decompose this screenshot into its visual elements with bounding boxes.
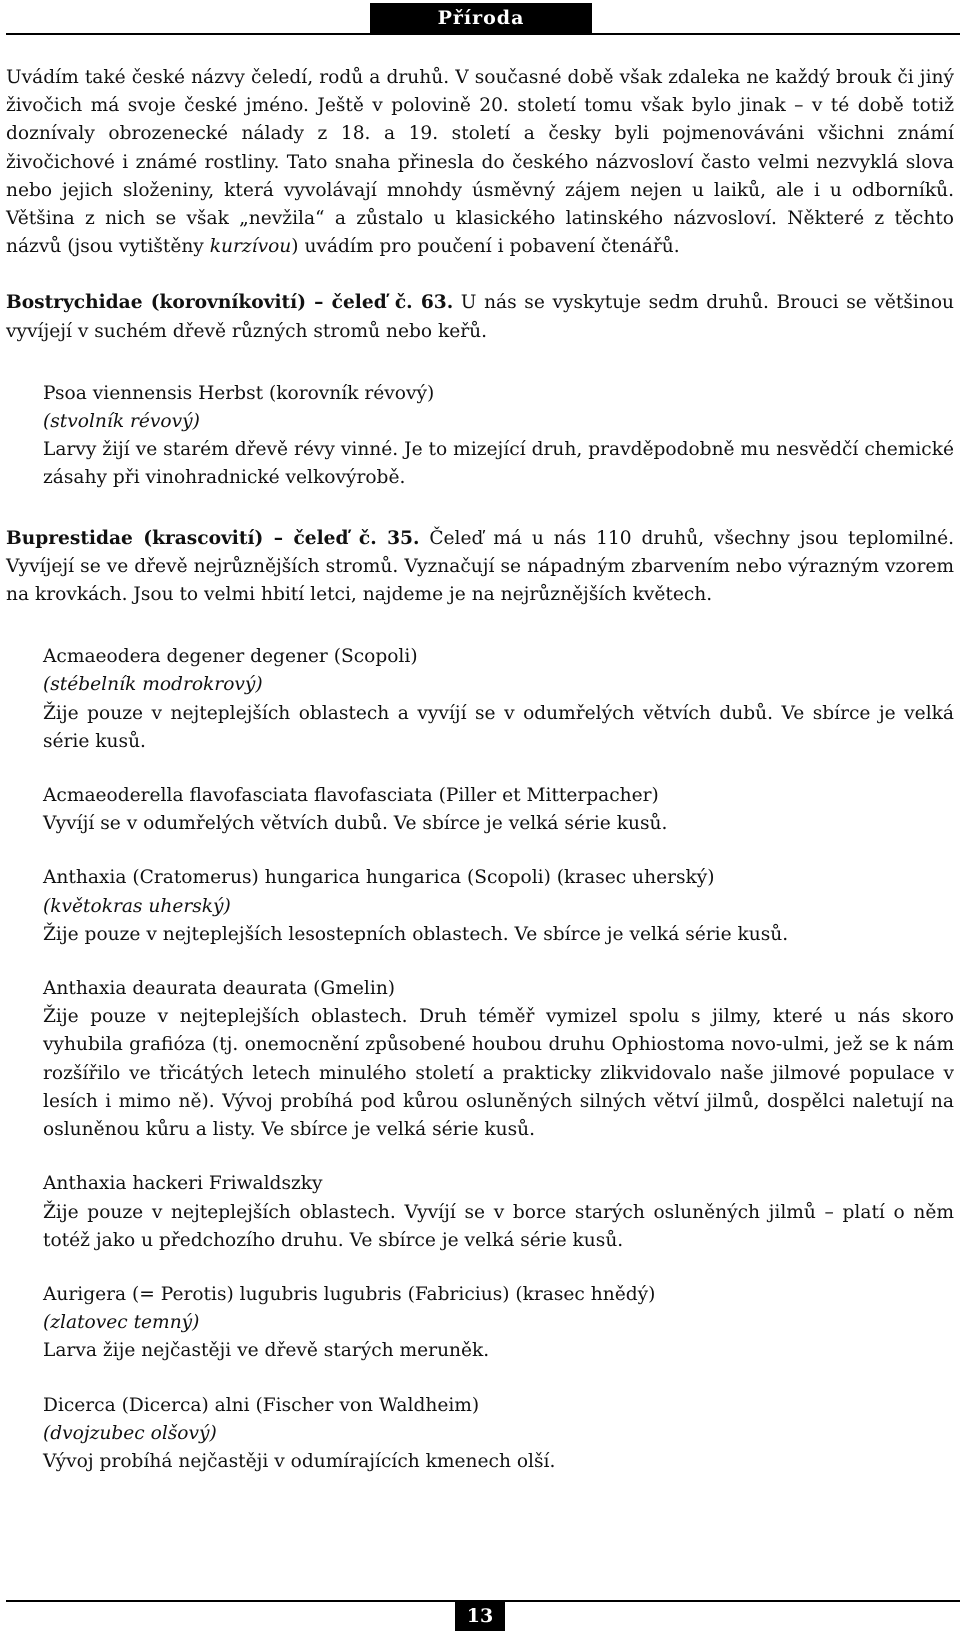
species-entry: [43, 782, 954, 838]
species-entry: [43, 975, 954, 1144]
header-rule: [6, 33, 960, 35]
species-czech-name: (stébelník modrokrový): [43, 674, 263, 696]
intro-text-end: ) uvádím pro poučení i pobavení čtenářů.: [291, 236, 680, 258]
section-title: Příroda: [370, 3, 592, 34]
species-czech-name: (květokras uherský): [43, 895, 231, 917]
species-note: Larvy žijí ve starém dřevě révy vinné. Je to mizející druh, pravděpodobně mu nesvědčí chemické zásahy při vinohradnické velkovýrobě.: [43, 439, 954, 489]
intro-text: Uvádím také české názvy čeledí, rodů a druhů. V současné době však zdaleka ne každý brouk či jiný živočich má svoje české jméno. Ještě v polovině 20. století tomu však bylo jinak – v té době totiž doznívaly obrozenecké nálady z 18. a 19. století a česky byli pojmenováváni všichni známí živočichové i známé rostliny. Tato snaha přinesla do českého názvosloví často velmi nezvyklá slova nebo jejich složeniny, která vyvolávají mnohdy úsměvný zájem nejen u laiků, ale i u odborníků. Většina z nich se však „nevžila“ a zůstalo u klasického latinského názvosloví. Některé z těchto názvů (jsou vytištěny: [6, 67, 954, 258]
species-latin-name: Anthaxia deaurata deaurata (Gmelin): [43, 978, 396, 1000]
species-entry: [43, 380, 954, 493]
intro-italic-word: kurzívou: [209, 236, 292, 258]
family-heading: Bostrychidae (korovníkovití) – čeleď č. 63.: [6, 292, 454, 314]
species-latin-name: Aurigera (= Perotis) lugubris lugubris (Fabricius) (krasec hnědý): [43, 1283, 656, 1305]
species-latin-name: Anthaxia hackeri Friwaldszky: [43, 1173, 323, 1195]
species-entry: [43, 1170, 954, 1255]
page-content: [6, 64, 954, 1476]
family-description: U nás se vyskytuje sedm druhů. Brouci se většinou vyvíjejí v suchém dřevě různých stromů nebo keřů.: [6, 292, 954, 342]
species-note: Žije pouze v nejteplejších lesostepních oblastech. Ve sbírce je velká série kusů.: [43, 923, 789, 945]
species-note: Žije pouze v nejteplejších oblastech a vyvíjí se v odumřelých větvích dubů. Ve sbírce je velká série kusů.: [43, 702, 954, 752]
species-czech-name: (zlatovec temný): [43, 1312, 200, 1334]
family-description: Čeleď má u nás 110 druhů, všechny jsou teplomilné. Vyvíjejí se ve dřevě nejrůznějších stromů. Vyznačují se nápadným zbarvením nebo výrazným vzorem na krovkách. Jsou to velmi hbití letci, najdeme je na nejrůznějších květech.: [6, 527, 954, 606]
species-note: Vyvíjí se v odumřelých větvích dubů. Ve sbírce je velká série kusů.: [43, 813, 668, 835]
intro-paragraph: [6, 64, 954, 261]
species-latin-name: Acmaeoderella flavofasciata flavofasciata (Piller et Mitterpacher): [43, 785, 659, 807]
family-paragraph-bostrychidae: [6, 289, 954, 345]
species-note: Žije pouze v nejteplejších oblastech. Vyvíjí se v borce starých osluněných jilmů – platí o něm totéž jako u předchozího druhu. Ve sbírce je velká série kusů.: [43, 1201, 954, 1251]
species-entry: [43, 1281, 954, 1366]
species-entry: [43, 864, 954, 949]
species-latin-name: Psoa viennensis Herbst (korovník révový): [43, 382, 435, 404]
species-note: Vývoj probíhá nejčastěji v odumírajících kmenech olší.: [43, 1450, 556, 1472]
species-note: Žije pouze v nejteplejších oblastech. Druh téměř vymizel spolu s jilmy, které u nás skoro vyhubila grafióza (tj. onemocnění způsobené houbou druhu Ophiostoma novo-ulmi, jež se k nám rozšířilo ve třicátých letech minulého století a prakticky zlikvidovalo naše jilmové populace v lesích i mimo ně). Vývoj probíhá pod kůrou osluněných silných větví jilmů, dospělci naletují na osluněnou kůru a listy. Ve sbírce je velká série kusů.: [43, 1006, 954, 1141]
species-entry: [43, 643, 954, 756]
family-heading: Buprestidae (krascovití) – čeleď č. 35.: [6, 527, 420, 549]
species-czech-name: (dvojzubec olšový): [43, 1422, 217, 1444]
species-latin-name: Dicerca (Dicerca) alni (Fischer von Waldheim): [43, 1394, 480, 1416]
page-number: 13: [455, 1601, 505, 1631]
species-entry: [43, 1392, 954, 1477]
family-paragraph-buprestidae: [6, 525, 954, 610]
species-latin-name: Acmaeodera degener degener (Scopoli): [43, 646, 418, 668]
species-latin-name: Anthaxia (Cratomerus) hungarica hungarica (Scopoli) (krasec uherský): [43, 867, 715, 889]
species-czech-name: (stvolník révový): [43, 411, 200, 433]
species-note: Larva žije nejčastěji ve dřevě starých meruněk.: [43, 1340, 490, 1362]
